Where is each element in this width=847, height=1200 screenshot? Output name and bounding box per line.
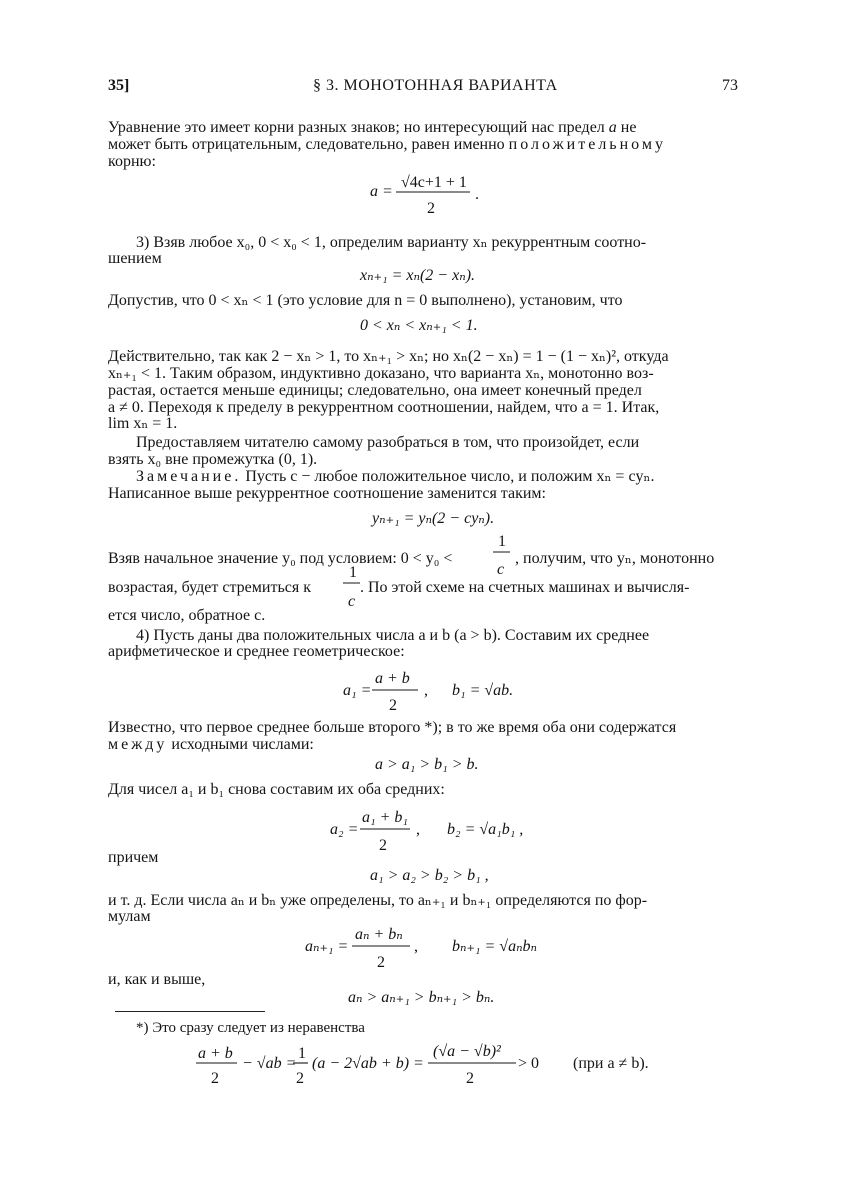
inline-fraction-num: 1 <box>498 533 506 550</box>
formula-denominator: 2 <box>211 1070 219 1087</box>
formula-lhs: a = <box>370 183 393 200</box>
formula-numerator: a + b <box>375 670 410 687</box>
text-line: 4) Пусть даны два положительных числа a и b (a > b). Составим их среднее <box>136 627 650 644</box>
formula-numerator: a₁ + b₁ <box>362 809 408 826</box>
formula-denominator: 2 <box>389 697 397 714</box>
formula-denominator: 2 <box>296 1070 304 1087</box>
text-line: и т. д. Если числа aₙ и bₙ уже определены, то aₙ₊₁ и bₙ₊₁ определяются по фор- <box>108 892 648 909</box>
text-line: Для чисел a₁ и b₁ снова составим их оба средних: <box>108 781 445 798</box>
text-line: a ≠ 0. Переходя к пределу в рекуррентном соотношении, найдем, что a = 1. Итак, <box>108 399 660 416</box>
text-line: шением <box>108 250 162 267</box>
formula-numerator: aₙ + bₙ <box>355 926 403 943</box>
footnote-text: *) Это сразу следует из неравенства <box>136 1020 365 1036</box>
text-line: взять x₀ вне промежутка (0, 1). <box>108 451 318 468</box>
formula-geometric-mean: bₙ₊₁ = √aₙbₙ <box>452 938 538 955</box>
formula-recurrence: xₙ₊₁ = xₙ(2 − xₙ). <box>360 267 476 284</box>
formula-y-recurrence: yₙ₊₁ = yₙ(2 − cyₙ). <box>372 510 495 527</box>
formula-term: (a − 2√ab + b) = <box>312 1055 424 1072</box>
formula-numerator: 1 <box>298 1045 306 1062</box>
formula-denominator: 2 <box>377 954 385 971</box>
text-line: Взяв начальное значение y₀ под условием: 0 < y₀ < <box>108 550 453 567</box>
text-line: и, как и выше, <box>108 971 206 988</box>
text-line: 3) Взяв любое x₀, 0 < x₀ < 1, определим варианту xₙ рекуррентным соотно- <box>136 234 647 251</box>
text-line: Предоставляем читателю самому разобраться в том, что произойдет, если <box>136 434 640 451</box>
text-line: Замечание. Пусть c − любое положительное число, и положим xₙ = cyₙ. <box>136 468 655 485</box>
formula-lhs: a₂ = <box>330 821 359 838</box>
section-marker: 35] <box>108 77 130 94</box>
page-number: 73 <box>722 77 738 94</box>
text-line: корню: <box>108 153 156 170</box>
formula-geometric-mean: b₂ = √a₁b₁ , <box>447 821 524 838</box>
inline-fraction-den: c <box>348 593 356 610</box>
text-line: арифметическое и среднее геометрическое: <box>108 643 405 660</box>
formula-condition: (при a ≠ b). <box>573 1055 649 1072</box>
text-line: растая, остается меньше единицы; следовательно, она имеет конечный предел <box>108 382 642 399</box>
text-line: Допустив, что 0 < xₙ < 1 (это условие для n = 0 выполнено), установим, что <box>108 292 623 309</box>
formula-comma: , <box>424 682 428 699</box>
formula-term: − √ab = <box>242 1055 297 1072</box>
formula-comma: , <box>414 938 418 955</box>
text-line: Известно, что первое среднее больше второго *); в то же время оба они содержатся <box>108 719 677 736</box>
formula-denominator: 2 <box>427 200 435 217</box>
formula-chain-n: aₙ > aₙ₊₁ > bₙ₊₁ > bₙ. <box>348 989 495 1006</box>
formula-end: . <box>475 186 479 203</box>
formula-numerator: √4c+1 + 1 <box>401 174 467 191</box>
text-line: , получим, что yₙ, монотонно <box>515 550 715 567</box>
running-title: § 3. МОНОТОННАЯ ВАРИАНТА <box>313 77 558 94</box>
inline-fraction-num: 1 <box>349 564 357 581</box>
text-line: Написанное выше рекуррентное соотношение заменится таким: <box>108 485 546 502</box>
formula-term: > 0 <box>518 1055 540 1072</box>
inline-fraction-den: c <box>497 561 505 578</box>
text-line: мулам <box>108 908 151 925</box>
text-line: . По этой схеме на счетных машинах и вычисля- <box>360 579 690 596</box>
text-line: lim xₙ = 1. <box>108 415 178 432</box>
formula-chain-1: a > a₁ > b₁ > b. <box>375 756 479 773</box>
formula-denominator: 2 <box>379 837 387 854</box>
text-line: ется число, обратное c. <box>108 607 266 624</box>
formula-denominator: 2 <box>466 1070 474 1087</box>
text-line: возрастая, будет стремиться к <box>108 579 311 596</box>
formula-lhs: aₙ₊₁ = <box>305 938 349 955</box>
text-line: между исходными числами: <box>108 736 314 753</box>
text-line: Действительно, так как 2 − xₙ > 1, то xₙ₊₁ > xₙ; но xₙ(2 − xₙ) = 1 − (1 − xₙ)², откуда <box>108 348 669 365</box>
text-line: причем <box>108 849 159 866</box>
formula-chain-2: a₁ > a₂ > b₂ > b₁ , <box>370 867 489 884</box>
formula-comma: , <box>416 821 420 838</box>
formula-geometric-mean: b₁ = √ab. <box>452 682 514 699</box>
text-line: xₙ₊₁ < 1. Таким образом, индуктивно доказано, что варианта xₙ, монотонно воз- <box>108 365 654 382</box>
text-line: Уравнение это имеет корни разных знаков; но интересующий нас предел a не <box>108 119 637 136</box>
formula-lhs: a₁ = <box>343 682 372 699</box>
formula-numerator: a + b <box>198 1045 233 1062</box>
formula-bounds: 0 < xₙ < xₙ₊₁ < 1. <box>360 317 478 334</box>
formula-numerator: (√a − √b)² <box>433 1043 501 1060</box>
text-line: может быть отрицательным, следовательно, равен именно положительному <box>108 136 666 153</box>
